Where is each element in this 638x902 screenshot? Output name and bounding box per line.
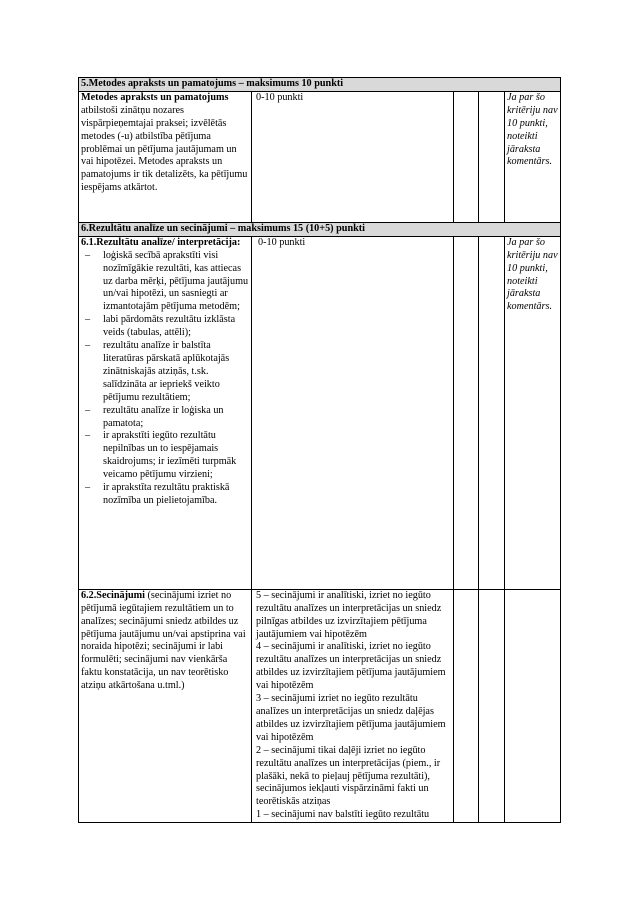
criterion-6-1-title: 6.1.Rezultātu analīze/ interpretācija: [81,236,241,248]
section-6-heading: 6.Rezultātu analīze un secinājumi – maksimums 15 (10+5) punkti [79,222,561,236]
criterion-5-description: atbilstoši zinātņu nozares vispārpieņemtajai praksei; izvēlētās metodes (-u) atbilstība pētījuma problēmai un pētījuma jautājumam un vai hipotēzei. Metodes apraksts un pamatojums ir tik detalizēts, ka pētījumu iespējams atkārtot. [81,104,248,194]
criterion-5-title: Metodes apraksts un pamatojums [81,91,229,103]
scale-level-4: 4 – secinājumi ir analītiski, izriet no iegūto rezultātu analīzes un interpretācijas un sniedz atbildes uz izvirzītajiem pētījuma jautājumiem vai hipotēzēm [256,641,446,692]
criterion-6-2-title: 6.2.Secinājumi [81,589,145,601]
list-item: – loģiskā secībā aprakstīti visi nozīmīgākie rezultāti, kas attiecas uz darba mērķi, pētījuma jautājumu un/vai hipotēzi, un sasniegti ar izmantotajām pētījuma metodēm; [85,249,249,313]
dash-bullet-icon: – [85,430,91,442]
criterion-6-2-score-cell-b [479,589,505,822]
criterion-6-2-comment-cell [505,589,561,822]
dash-bullet-icon: – [85,314,91,326]
section-6-heading-row [79,222,561,236]
criterion-6-1-cell [79,236,252,589]
section-5-heading: 5.Metodes apraksts un pamatojums – maksimums 10 punkti [79,78,561,92]
criterion-6-1-score-cell-b [479,236,505,589]
criterion-6-1-score-cell-a [454,236,479,589]
list-item: – ir aprakstīti iegūto rezultātu nepilnības un to iespējamais skaidrojums; ir iezīmēti turpmāk veicamo pētījumu virzieni; [85,430,237,481]
criterion-6-2-cell [79,589,252,822]
criterion-5-cell [79,91,252,222]
criterion-6-1-points: 0-10 punkti [252,236,454,589]
criterion-6-2-description: (secinājumi izriet no pētījumā iegūtajiem rezultātiem un to analīzes; secinājumi sniedz atbildes uz pētījuma jautājumu un/vai apstiprina vai noraida hipotēzi; secinājumi ir labi formulēti; secinājumi nav vienkārša faktu konstatācija, un nav teorētisko atziņu atkārtošana u.tml.) [81,589,246,692]
scale-level-3: 3 – secinājumi izriet no iegūto rezultātu analīzes un interpretācijas un sniedz daļējas atbildes uz izvirzītajiem pētījuma jautājumiem vai hipotēzēm [256,693,446,743]
criterion-6-1-list [81,250,249,508]
list-item: – labi pārdomāts rezultātu izklāsta veids (tabulas, attēli); [85,314,236,339]
dash-bullet-icon: – [85,482,91,494]
dash-bullet-icon: – [85,249,91,261]
scale-level-5: 5 – secinājumi ir analītiski, izriet no iegūto rezultātu analīzes un interpretācijas un sniedz pilnīgas atbildes uz izvirzītajiem pētījuma jautājumiem vai hipotēzēm [256,589,442,640]
list-item: – ir aprakstīta rezultātu praktiskā nozīmība un pielietojamība. [85,482,230,506]
section-5-criterion-row [79,91,561,222]
criterion-6-2-score-cell-a [454,589,479,822]
scale-level-1: 1 – secinājumi nav balstīti iegūto rezultātu [256,809,430,821]
dash-bullet-icon: – [85,340,91,352]
criterion-5-points: 0-10 punkti [252,91,454,222]
criterion-5-score-cell-a [454,91,479,222]
list-item: – rezultātu analīze ir balstīta literatūras pārskatā aplūkotajās zinātniskajās atziņās, t.sk. salīdzināta ar iepriekš veikto pētījumu rezultātiem; [85,340,230,403]
criterion-5-score-cell-b [479,91,505,222]
criterion-5-comment-note: Ja par šo kritēriju nav 10 punkti, noteikti jāraksta komentārs. [505,91,561,222]
criterion-6-2-scale [252,589,454,822]
criterion-6-1-row [79,236,561,589]
criterion-6-1-comment-note: Ja par šo kritēriju nav 10 punkti, noteikti jāraksta komentārs. [505,236,561,589]
evaluation-table [78,77,561,823]
scale-level-2: 2 – secinājumi tikai daļēji izriet no iegūto rezultātu analīzes un interpretācijas (piem., ir plašāki, nekā to pieļauj pētījuma rezultāti), secinājumos iekļauti vispārzināmi fakti un teorētiskās atziņas [256,744,441,808]
list-item: – rezultātu analīze ir loģiska un pamatota; [85,404,224,429]
dash-bullet-icon: – [85,404,91,416]
criterion-6-2-row [79,589,561,822]
section-5-heading-row [79,78,561,92]
